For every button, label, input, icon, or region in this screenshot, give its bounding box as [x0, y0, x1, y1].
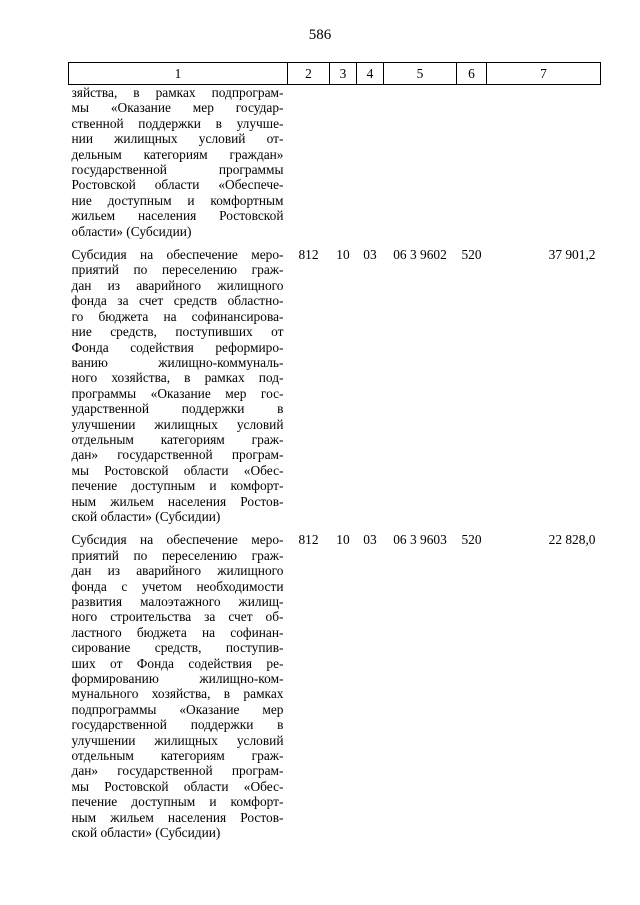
column-header-2: 2 — [288, 63, 330, 85]
description-line: дан» государственной програм- — [71, 447, 284, 463]
description-line: зяйства, в рамках подпрограм- — [71, 85, 284, 100]
description-cell — [69, 85, 288, 240]
description-line: улучшении жилищных условий — [71, 416, 284, 432]
column-header-4: 4 — [357, 63, 384, 85]
table-header — [69, 63, 601, 85]
expense-type-cell: 520 — [461, 247, 482, 263]
department-code-cell — [288, 85, 330, 240]
description-line: печение доступным и комфорт- — [71, 478, 284, 494]
column-header-5: 5 — [384, 63, 457, 85]
budget-table — [68, 62, 601, 841]
description-line: ным жильем населения Ростов- — [71, 493, 284, 509]
section-code-cell — [330, 85, 357, 240]
description-line: ванию жилищно-коммуналь- — [71, 354, 284, 370]
description-line: фонда с учетом необходимости — [71, 578, 284, 594]
column-header-7: 7 — [487, 63, 601, 85]
description-line: программы «Оказание мер гос- — [71, 385, 284, 401]
description-line: Субсидия на обеспечение меро- — [71, 532, 284, 548]
description-line: формированию жилищно-ком- — [71, 671, 284, 687]
description-line: государственной программы — [71, 162, 284, 178]
description-line: ударственной поддержки в — [71, 401, 284, 417]
description-line: улучшении жилищных условий — [71, 732, 284, 748]
section-code-cell: 10 — [336, 247, 350, 263]
column-header-6: 6 — [457, 63, 487, 85]
description-line: развития малоэтажного жилищ- — [71, 594, 284, 609]
amount-cell — [487, 85, 601, 240]
description-line: ской области» (Субсидии) — [71, 508, 221, 524]
column-header-1: 1 — [69, 63, 288, 85]
description-line: дан из аварийного жилищного — [71, 563, 284, 579]
amount-cell: 37 901,2 — [548, 247, 596, 263]
department-code-cell: 812 — [298, 247, 319, 263]
description-line: ской области» (Субсидии) — [71, 825, 221, 841]
description-line: ние доступным и комфортным — [71, 192, 284, 208]
expense-type-cell: 520 — [461, 532, 482, 548]
department-code-cell: 812 — [298, 532, 319, 548]
description-line: жильем населения Ростовской — [71, 208, 284, 224]
table-row — [69, 85, 601, 240]
target-article-cell: 06 3 9603 — [393, 532, 447, 548]
description-line: ние средств, поступивших от — [71, 324, 284, 340]
description-line: го бюджета на софинансирова- — [71, 308, 284, 324]
page-number: 586 — [308, 27, 332, 43]
description-line: ластного бюджета на софинан- — [71, 624, 284, 640]
description-line: ного строительства за счет об- — [71, 609, 284, 625]
subsection-code-cell: 03 — [363, 247, 377, 263]
description-line: Субсидия на обеспечение меро- — [71, 247, 284, 263]
description-line: печение доступным и комфорт- — [71, 794, 284, 810]
description-line: сирование средств, поступив- — [71, 640, 284, 656]
target-article-cell — [384, 85, 457, 240]
description-line: мы «Оказание мер государ- — [71, 100, 284, 116]
description-line: дан из аварийного жилищного — [71, 277, 284, 293]
column-header-3: 3 — [330, 63, 357, 85]
subsection-code-cell — [357, 85, 384, 240]
description-line: дельным категориям граждан» — [71, 146, 284, 162]
description-line: области» (Субсидии) — [71, 223, 192, 239]
description-line: мы Ростовской области «Обес- — [71, 778, 284, 794]
description-line: нии жилищных условий от- — [71, 131, 284, 147]
description-cell — [69, 247, 288, 524]
description-line: Ростовской области «Обеспече- — [71, 177, 284, 193]
description-line: подпрограммы «Оказание мер — [71, 701, 284, 717]
description-line: ным жильем населения Ростов- — [71, 809, 284, 825]
description-line: мы Ростовской области «Обес- — [71, 462, 284, 478]
description-line: мунального хозяйства, в рамках — [71, 686, 284, 702]
description-line: ственной поддержки в улучше- — [71, 115, 284, 131]
expense-type-cell — [457, 85, 487, 240]
target-article-cell: 06 3 9602 — [393, 247, 447, 263]
description-line: отдельным категориям граж- — [71, 431, 284, 447]
description-line: приятий по переселению граж- — [71, 262, 284, 278]
description-cell — [69, 532, 288, 840]
description-line: Фонда содействия реформиро- — [71, 339, 284, 355]
section-code-cell: 10 — [336, 532, 350, 548]
table-body — [69, 85, 601, 841]
row-spacer — [69, 524, 601, 532]
description-line: государственной поддержки в — [71, 717, 284, 733]
table-row — [69, 247, 601, 524]
header-row — [69, 63, 601, 85]
description-line: отдельным категориям граж- — [71, 748, 284, 764]
table-row — [69, 532, 601, 840]
amount-cell: 22 828,0 — [548, 532, 596, 548]
description-line: ших от Фонда содействия ре- — [71, 655, 284, 671]
description-line: приятий по переселению граж- — [71, 547, 284, 563]
row-spacer-cell — [69, 524, 601, 532]
description-line: фонда за счет средств областно- — [71, 293, 284, 309]
subsection-code-cell: 03 — [363, 532, 377, 548]
description-line: ного хозяйства, в рамках под- — [71, 370, 284, 386]
row-spacer — [69, 239, 601, 247]
row-spacer-cell — [69, 239, 601, 247]
description-line: дан» государственной програм- — [71, 763, 284, 779]
